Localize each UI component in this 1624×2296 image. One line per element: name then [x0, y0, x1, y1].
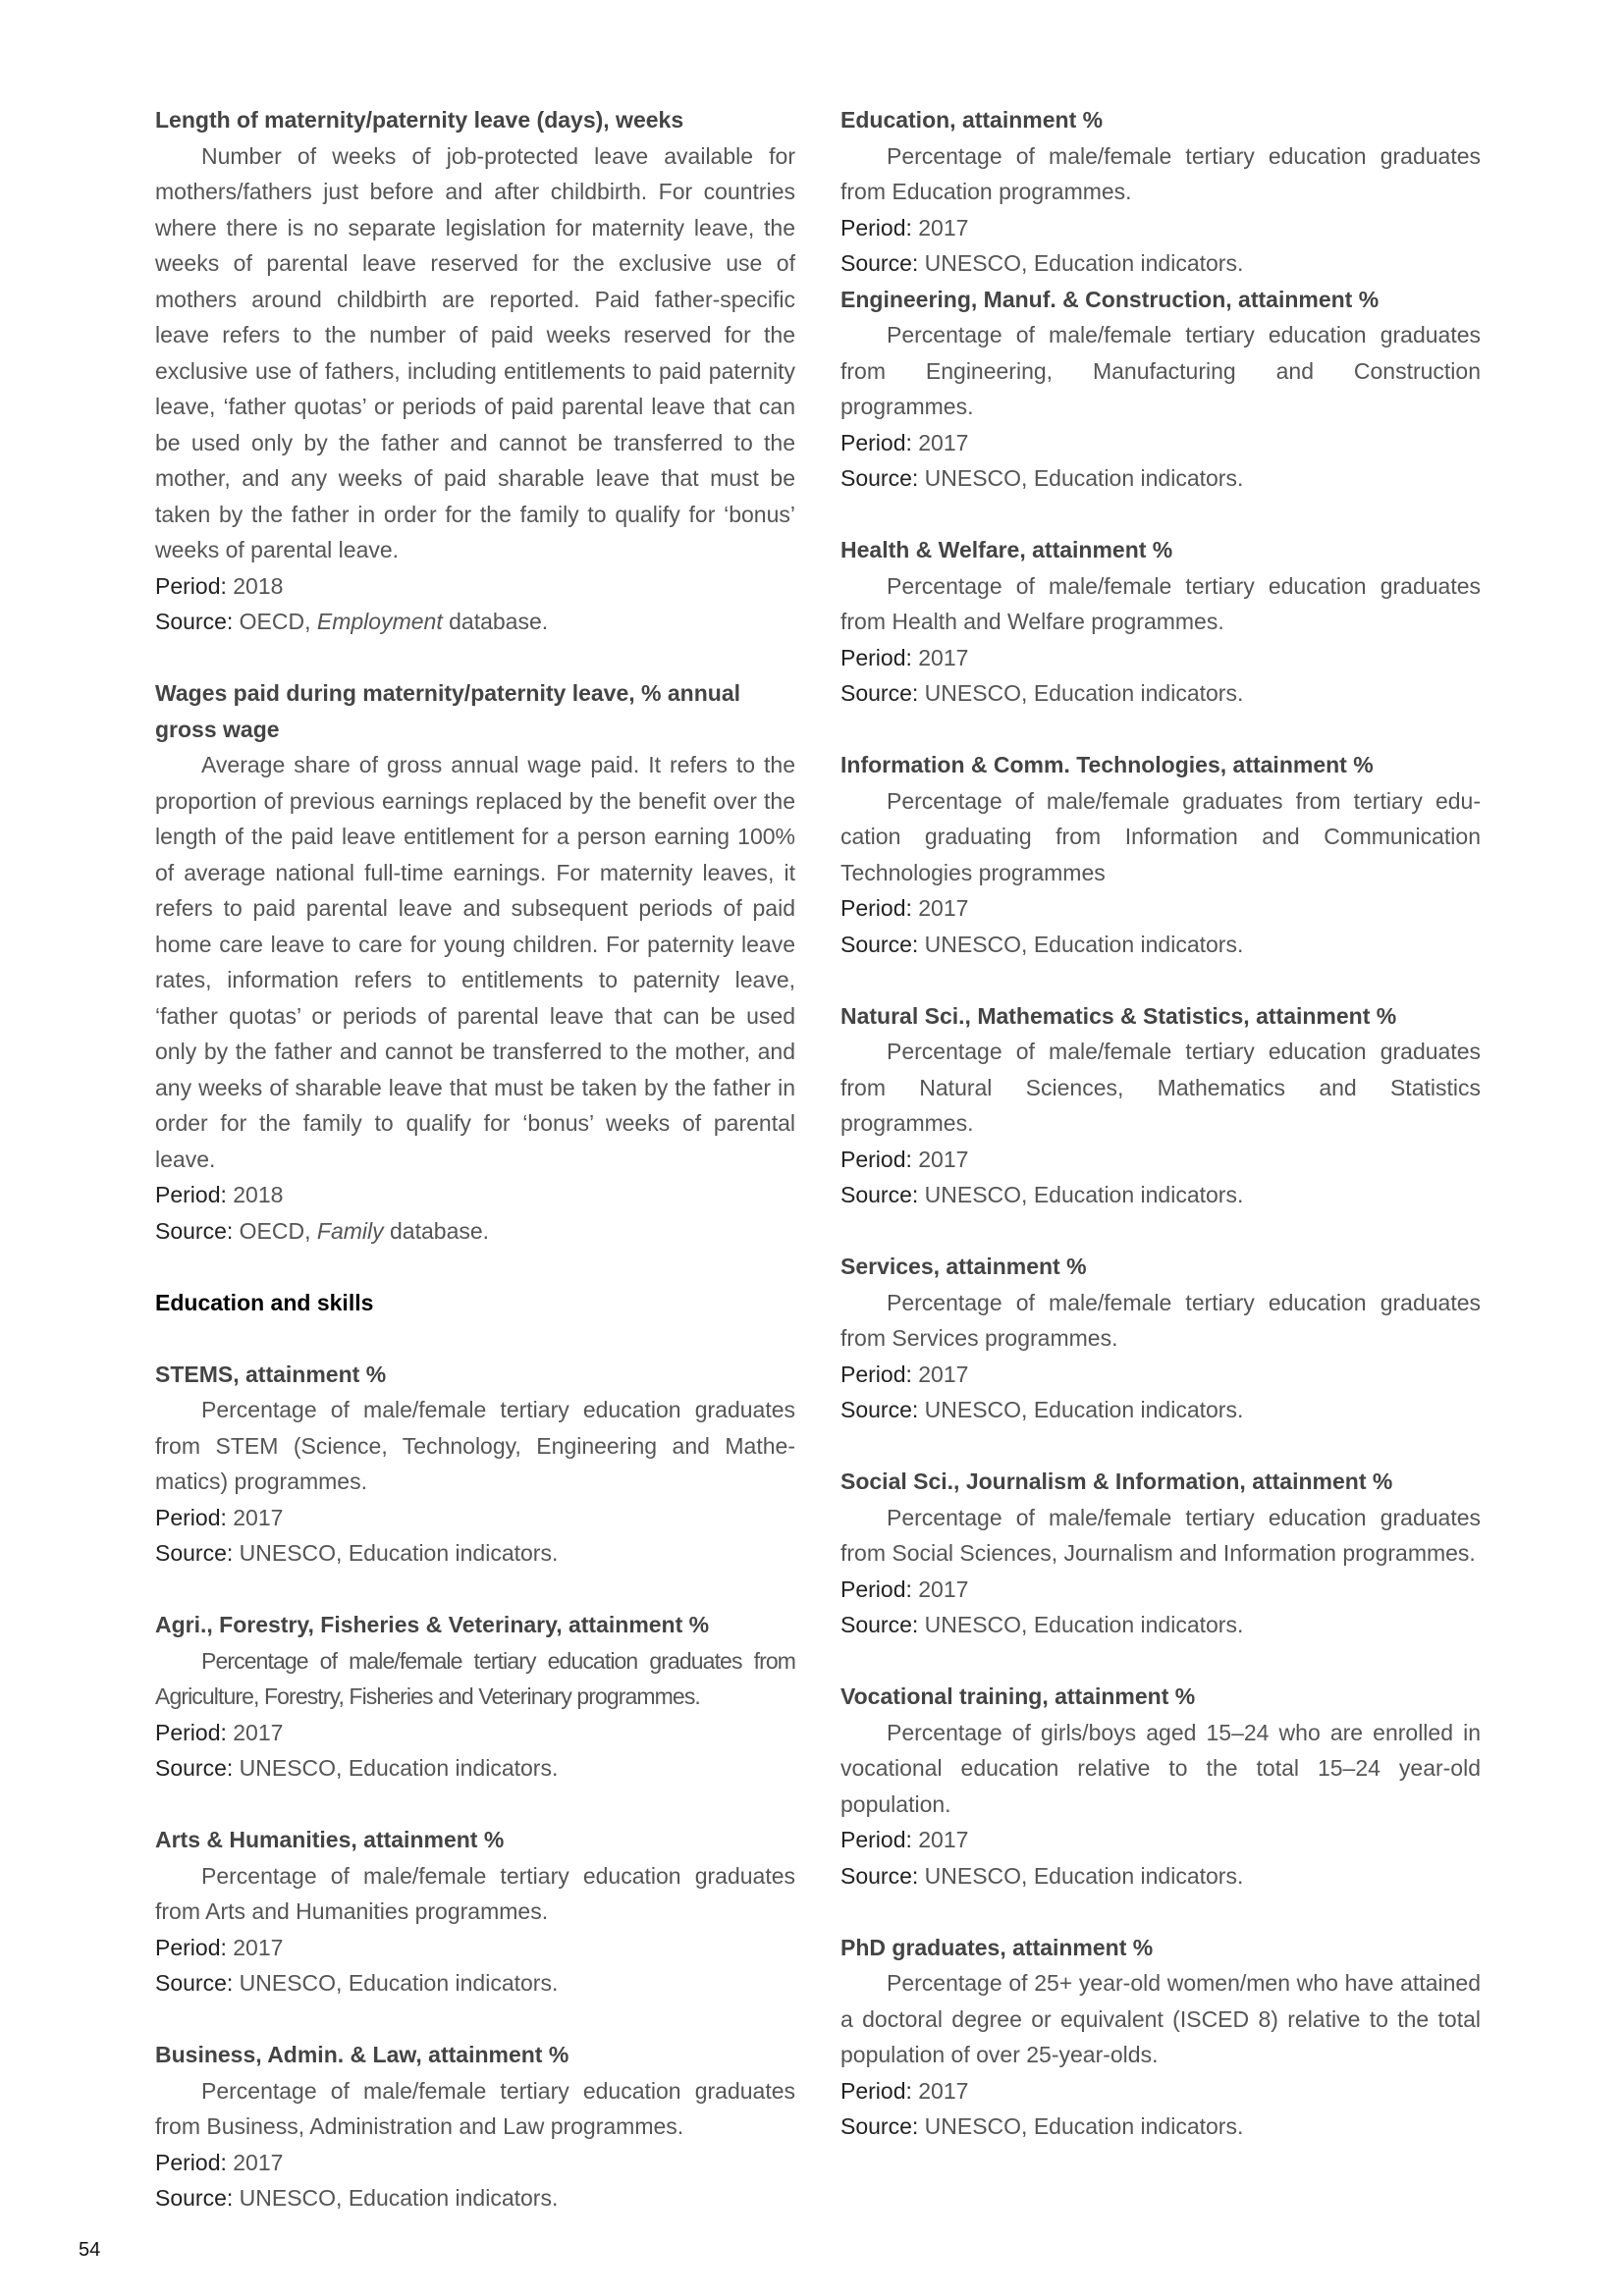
- period-value: 2017: [918, 1575, 969, 1602]
- entry-agri: [155, 1607, 795, 1787]
- entry-source: [155, 1965, 795, 2002]
- entry-period: [840, 210, 1481, 246]
- entry-title: STEMS, attainment %: [155, 1361, 387, 1387]
- source-value: UNESCO, Education indicators.: [924, 680, 1244, 706]
- entry-source: [840, 1607, 1481, 1643]
- period-label: Period:: [840, 1361, 912, 1387]
- period-value: 2017: [918, 214, 969, 240]
- entry-source: [155, 1535, 795, 1572]
- period-label: Period:: [155, 572, 227, 599]
- entry-source: [840, 245, 1481, 282]
- entry-description: Percentage of male/female tertiary education graduates from Arts and Humanities programmes.: [155, 1862, 795, 1924]
- period-label: Period:: [840, 1146, 912, 1172]
- entry-source: [840, 1177, 1481, 1213]
- period-label: Period:: [155, 1934, 227, 1960]
- entry-period: [155, 1715, 795, 1751]
- source-value: UNESCO, Education indicators.: [239, 2185, 559, 2211]
- entry-source: [155, 604, 795, 640]
- period-label: Period:: [840, 1575, 912, 1602]
- entry-period: [155, 1930, 795, 1966]
- entry-description: Percentage of male/female tertiary education graduates from Education programmes.: [840, 142, 1481, 204]
- entry-phd: [840, 1930, 1481, 2145]
- page-number: 54: [79, 2239, 101, 2261]
- entry-period: [155, 2145, 795, 2181]
- entry-description: Percentage of male/female tertiary education graduates from Engineering, Manufacturing and Construction programmes.: [840, 322, 1481, 419]
- source-label: Source:: [155, 1540, 234, 1566]
- entry-period: [840, 1822, 1481, 1858]
- entry-business: [155, 2037, 795, 2216]
- entry-title: Social Sci., Journalism & Information, attainment %: [840, 1468, 1393, 1494]
- source-label: Source:: [840, 465, 919, 491]
- left-column: [155, 102, 795, 2216]
- entry-period: [840, 890, 1481, 927]
- entry-period: [155, 1177, 795, 1213]
- source-italic: Family: [316, 1217, 384, 1244]
- period-label: Period:: [155, 2149, 227, 2175]
- period-label: Period:: [840, 644, 912, 670]
- entry-source: [155, 2180, 795, 2216]
- period-value: 2017: [918, 1146, 969, 1172]
- source-label: Source:: [155, 1217, 234, 1244]
- period-value: 2017: [918, 1827, 969, 1852]
- source-label: Source:: [840, 1397, 919, 1422]
- entry-services: [840, 1249, 1481, 1428]
- entry-description: Percentage of male/female graduates from tertiary education graduating from Information and Communication Technologies programmes: [840, 787, 1481, 885]
- entry-period: [840, 1357, 1481, 1393]
- period-label: Period:: [840, 1827, 912, 1852]
- entry-source: [840, 2109, 1481, 2145]
- period-label: Period:: [840, 429, 912, 455]
- source-italic: Employment: [316, 609, 443, 634]
- entry-title: Length of maternity/paternity leave (days), weeks: [155, 107, 684, 133]
- period-label: Period:: [840, 214, 912, 240]
- entry-wages-leave: [155, 675, 795, 1249]
- period-value: 2017: [233, 1934, 284, 1960]
- source-label: Source:: [840, 931, 919, 957]
- entry-title: Business, Admin. & Law, attainment %: [155, 2042, 569, 2067]
- source-value: UNESCO, Education indicators.: [924, 2113, 1244, 2139]
- entry-source: [155, 1213, 795, 1250]
- source-value: UNESCO, Education indicators.: [924, 1182, 1244, 1207]
- period-value: 2017: [918, 2077, 969, 2104]
- entry-description: Percentage of girls/boys aged 15–24 who are enrolled in vocational education relative to the total 15–24 year-old population.: [840, 1719, 1481, 1817]
- entry-description: Percentage of male/female tertiary education graduates from Social Sciences, Journalism and Information programmes.: [840, 1504, 1481, 1566]
- period-value: 2018: [233, 572, 284, 599]
- period-label: Period:: [840, 2077, 912, 2104]
- entry-period: [155, 1500, 795, 1536]
- source-label: Source:: [840, 2113, 919, 2139]
- entry-description: Number of weeks of job-protected leave available for mothers/fathers just before and after childbirth. For countries where there is no separate legislation for maternity leave, the weeks of parental leave reserved for the exclusive use of mothers around childbirth are reported. Paid father-specific leave refers to the number of paid weeks reserved for the exclusive use of fathers, including entitlements to paid paternity leave, ‘father quotas’ or periods of paid parental leave that can be used only by the father and cannot be transferred to the mother, and any weeks of paid sharable leave that must be taken by the father in order for the family to qualify for ‘bonus’ weeks of parental leave.: [155, 142, 795, 562]
- period-label: Period:: [155, 1504, 227, 1530]
- entry-title: PhD graduates, attainment %: [840, 1934, 1154, 1960]
- source-label: Source:: [840, 250, 919, 276]
- entry-source: [840, 1858, 1481, 1895]
- entry-period: [840, 2073, 1481, 2109]
- entry-source: [840, 460, 1481, 497]
- entry-description: Percentage of male/female tertiary education graduates from Services programmes.: [840, 1289, 1481, 1351]
- entry-title: Agri., Forestry, Fisheries & Veterinary, attainment %: [155, 1612, 710, 1637]
- entry-maternity-leave: [155, 102, 795, 640]
- period-label: Period:: [155, 1719, 227, 1745]
- right-column: [840, 102, 1481, 2145]
- source-value: UNESCO, Education indicators.: [924, 1397, 1244, 1422]
- entry-source: [840, 675, 1481, 712]
- source-value: UNESCO, Education indicators.: [924, 931, 1244, 957]
- source-value: UNESCO, Education indicators.: [924, 1612, 1244, 1637]
- source-value: UNESCO, Education indicators.: [239, 1970, 559, 1996]
- source-label: Source:: [155, 609, 234, 634]
- entry-stems: [155, 1357, 795, 1572]
- entry-description: Percentage of male/female tertiary education graduates from Business, Administration and Law programmes.: [155, 2077, 795, 2139]
- entry-period: [840, 1572, 1481, 1608]
- section-heading: Education and skills: [155, 1289, 374, 1315]
- period-value: 2017: [918, 429, 969, 455]
- entry-period: [155, 568, 795, 605]
- period-label: Period:: [840, 895, 912, 921]
- source-label: Source:: [155, 1970, 234, 1996]
- entry-social: [840, 1464, 1481, 1643]
- entry-title: Vocational training, attainment %: [840, 1683, 1196, 1709]
- source-value: UNESCO, Education indicators.: [924, 1862, 1244, 1889]
- entry-title: Natural Sci., Mathematics & Statistics, attainment %: [840, 1002, 1397, 1029]
- entry-period: [840, 640, 1481, 676]
- entry-title: Services, attainment %: [840, 1254, 1087, 1279]
- entry-source: [155, 1750, 795, 1787]
- source-prefix: OECD,: [239, 609, 311, 634]
- period-label: Period:: [155, 1182, 227, 1207]
- entry-title: Health & Welfare, attainment %: [840, 537, 1173, 562]
- entry-source: [840, 1392, 1481, 1428]
- entry-title: Information & Comm. Technologies, attainment %: [840, 752, 1374, 777]
- entry-natural: [840, 998, 1481, 1213]
- entry-education: [840, 102, 1481, 282]
- entry-title: Arts & Humanities, attainment %: [155, 1827, 505, 1852]
- period-value: 2018: [233, 1182, 284, 1207]
- source-label: Source:: [155, 2185, 234, 2211]
- entry-description: Percentage of male/female tertiary education graduates from Agriculture, Forestry, Fisheries and Veterinary programmes.: [155, 1647, 795, 1709]
- source-suffix: database.: [390, 1217, 490, 1244]
- source-label: Source:: [840, 680, 919, 706]
- entry-vocational: [840, 1679, 1481, 1894]
- period-value: 2017: [233, 1504, 284, 1530]
- entry-title: Education, attainment %: [840, 107, 1104, 133]
- period-value: 2017: [918, 895, 969, 921]
- source-value: UNESCO, Education indicators.: [239, 1540, 559, 1566]
- source-label: Source:: [840, 1612, 919, 1637]
- entry-ict: [840, 747, 1481, 962]
- period-value: 2017: [918, 1361, 969, 1387]
- entry-period: [840, 425, 1481, 461]
- entry-source: [840, 927, 1481, 963]
- entry-health: [840, 532, 1481, 712]
- period-value: 2017: [233, 1719, 284, 1745]
- source-suffix: database.: [449, 609, 549, 634]
- period-value: 2017: [918, 644, 969, 670]
- entry-description: Percentage of male/female tertiary education graduates from Health and Welfare programmes.: [840, 572, 1481, 634]
- source-value: UNESCO, Education indicators.: [924, 465, 1244, 491]
- period-value: 2017: [233, 2149, 284, 2175]
- entry-description: Percentage of 25+ year-old women/men who have attained a doctoral degree or equivalent (ISCED 8) relative to the total population of over 25-year-olds.: [840, 1970, 1481, 2067]
- entry-description: Percentage of male/female tertiary education graduates from STEM (Science, Technology, Engineering and Mathematics) programmes.: [155, 1397, 795, 1494]
- entry-title: Engineering, Manuf. & Construction, attainment %: [840, 286, 1380, 312]
- entry-title: Wages paid during maternity/paternity leave, % annual gross wage: [155, 680, 741, 742]
- source-label: Source:: [840, 1862, 919, 1889]
- source-value: UNESCO, Education indicators.: [239, 1755, 559, 1781]
- source-label: Source:: [840, 1182, 919, 1207]
- source-label: Source:: [155, 1755, 234, 1781]
- source-value: UNESCO, Education indicators.: [924, 250, 1244, 276]
- source-prefix: OECD,: [239, 1217, 311, 1244]
- entry-engineering: [840, 282, 1481, 497]
- entry-description: Percentage of male/female tertiary education graduates from Natural Sciences, Mathematics and Statistics programmes.: [840, 1039, 1481, 1136]
- entry-period: [840, 1142, 1481, 1178]
- entry-arts: [155, 1822, 795, 2002]
- entry-description: Average share of gross annual wage paid. It refers to the proportion of previous earnings replaced by the benefit over the length of the paid leave entitlement for a person earning 100% of average national full-time earnings. For maternity leaves, it refers to paid parental leave and subsequent periods of paid home care leave to care for young children. For paternity leave rates, information refers to entitlements to paternity leave, ‘father quotas’ or periods of parental leave that can be used only by the father and cannot be transferred to the mother, and any weeks of sharable leave that must be taken by the father in order for the family to qualify for ‘bonus’ weeks of parental leave.: [155, 752, 795, 1172]
